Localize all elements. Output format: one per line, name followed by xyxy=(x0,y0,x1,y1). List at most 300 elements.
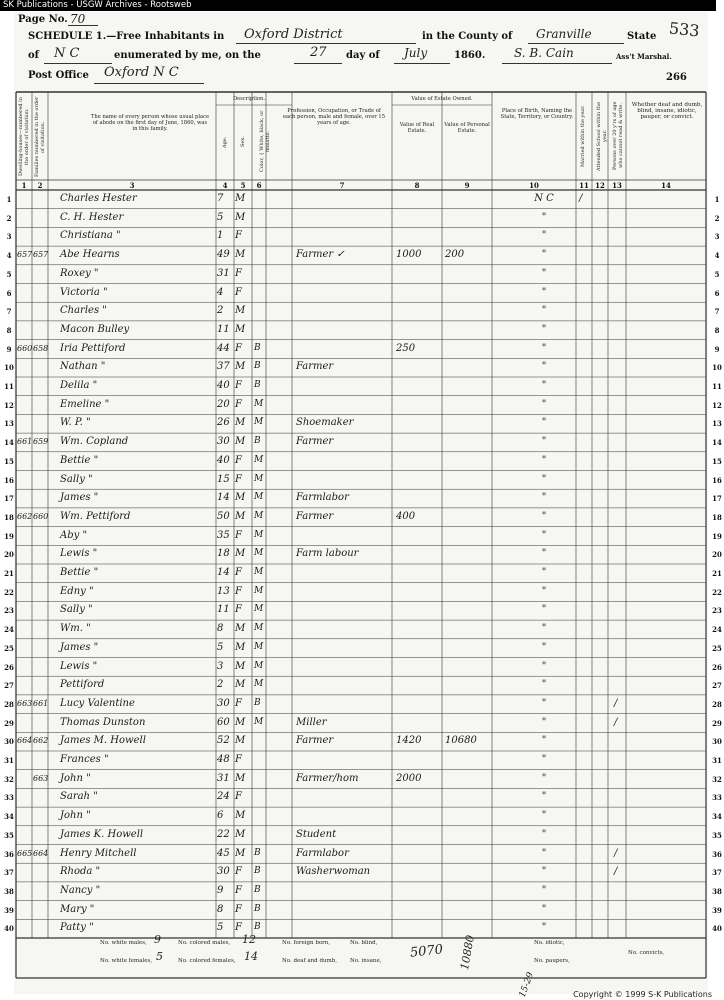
row-number-left: 11 xyxy=(4,382,14,391)
row-number-right: 36 xyxy=(712,849,722,859)
column-number: 10 xyxy=(529,181,539,190)
page-number: 70 xyxy=(70,12,86,26)
row-number-left: 23 xyxy=(4,606,14,616)
person-name: Wm. Copland xyxy=(60,436,129,448)
person-occupation: Washerwoman xyxy=(296,866,371,878)
row-number-right: 4 xyxy=(714,251,720,261)
person-name: Lewis " xyxy=(60,548,98,560)
county-label: in the County of xyxy=(422,31,513,42)
birthplace: " xyxy=(541,716,547,728)
person-occupation: Student xyxy=(296,828,337,840)
person-age: 15 xyxy=(217,473,230,485)
person-name: John " xyxy=(60,810,91,822)
column-number: 7 xyxy=(339,181,345,190)
person-name: James M. Howell xyxy=(60,735,146,747)
birthplace: " xyxy=(541,585,547,597)
real-estate-value: 1420 xyxy=(396,735,422,747)
row-number-left: 33 xyxy=(4,793,14,803)
birthplace: " xyxy=(541,286,547,298)
dwelling-number: 664 xyxy=(17,736,33,746)
person-name: Wm. Pettiford xyxy=(60,510,131,522)
row-number-left: 27 xyxy=(4,681,14,691)
birthplace: " xyxy=(541,697,547,709)
birthplace: " xyxy=(541,623,547,635)
column-number: 4 xyxy=(222,181,228,190)
white-females-label: No. white females, xyxy=(100,958,153,964)
row-number-right: 32 xyxy=(712,774,722,784)
row-number-right: 31 xyxy=(712,756,722,765)
person-sex: M xyxy=(235,436,246,448)
person-age: 14 xyxy=(217,492,230,504)
person-sex: F xyxy=(235,884,242,896)
white-males-value: 9 xyxy=(154,933,161,946)
person-name: Pettiford xyxy=(60,679,105,691)
person-color: M xyxy=(254,398,264,409)
person-age: 20 xyxy=(217,398,230,410)
family-number: 661 xyxy=(33,698,49,708)
row-number-left: 24 xyxy=(4,625,14,635)
person-sex: F xyxy=(235,267,242,279)
person-sex: M xyxy=(235,211,246,223)
person-occupation: Farmer xyxy=(296,510,334,522)
person-name: Bettie " xyxy=(60,454,99,466)
marshal-value: S. B. Cain xyxy=(514,46,574,60)
state-value: N C xyxy=(54,46,80,61)
birthplace: " xyxy=(541,323,547,335)
person-occupation: Shoemaker xyxy=(296,417,354,429)
state-label: State xyxy=(627,31,657,42)
person-occupation: Farmlabor xyxy=(296,847,349,859)
person-sex: M xyxy=(235,735,246,747)
row-number-left: 18 xyxy=(4,512,14,522)
column-number: 2 xyxy=(37,181,43,190)
row-number-left: 2 xyxy=(6,213,12,223)
row-number-left: 29 xyxy=(4,718,14,728)
person-age: 30 xyxy=(217,697,230,709)
birthplace: " xyxy=(541,772,547,784)
person-name: Aby " xyxy=(60,529,88,541)
birthplace: " xyxy=(541,548,547,560)
family-number: 660 xyxy=(33,511,49,521)
person-name: Henry Mitchell xyxy=(60,847,137,859)
sheet-number: 266 xyxy=(666,72,687,83)
birthplace: " xyxy=(541,305,547,317)
marshal-label: Ass't Marshal. xyxy=(616,52,672,61)
row-number-left: 6 xyxy=(6,288,12,298)
person-age: 13 xyxy=(217,585,230,597)
row-number-right: 20 xyxy=(712,550,722,560)
col-description-header: Description. xyxy=(232,96,266,102)
birthplace: " xyxy=(541,866,547,878)
birthplace: N C xyxy=(534,193,554,204)
row-number-right: 16 xyxy=(712,475,722,485)
bottom-note: 15-29 xyxy=(517,971,537,999)
person-color: M xyxy=(254,641,264,652)
row-number-right: 10 xyxy=(712,363,722,373)
person-color: B xyxy=(254,342,261,353)
row-number-right: 6 xyxy=(714,288,720,298)
person-age: 1 xyxy=(217,230,224,242)
birthplace: " xyxy=(541,735,547,747)
col-personal-estate-header: Value of Personal Estate. xyxy=(444,122,490,134)
person-sex: M xyxy=(235,641,246,653)
row-number-left: 26 xyxy=(4,662,14,672)
person-color: M xyxy=(254,454,264,465)
of-label: of xyxy=(28,50,39,61)
idiotic-label: No. idiotic, xyxy=(534,940,565,946)
person-sex: M xyxy=(235,548,246,560)
family-number: 657 xyxy=(33,250,49,260)
row-number-right: 39 xyxy=(712,905,722,915)
row-number-left: 34 xyxy=(4,812,14,822)
person-color: M xyxy=(254,716,264,727)
page-stamp: 533 xyxy=(668,18,701,41)
row-number-left: 22 xyxy=(4,587,14,597)
person-color: M xyxy=(254,585,264,596)
birthplace: " xyxy=(541,828,547,840)
person-name: Victoria " xyxy=(60,286,108,298)
person-age: 50 xyxy=(217,510,230,522)
col-family-header: Families numbered in the order of visitation. xyxy=(34,96,46,178)
birthplace: " xyxy=(541,660,547,672)
person-name: Charles " xyxy=(60,305,107,317)
row-number-right: 21 xyxy=(712,569,722,578)
person-color: B xyxy=(254,436,261,447)
person-age: 3 xyxy=(217,660,224,672)
person-age: 48 xyxy=(217,754,230,765)
foreign-born-label: No. foreign born, xyxy=(282,940,331,946)
birthplace: " xyxy=(541,641,547,653)
person-age: 11 xyxy=(217,604,230,616)
column-number: 3 xyxy=(129,181,135,190)
dwelling-number: 663 xyxy=(17,698,33,708)
person-age: 5 xyxy=(217,922,224,934)
col-deaf-header: Whether deaf and dumb, blind, insane, idiotic, pauper, or convict. xyxy=(631,102,703,120)
dwelling-number: 661 xyxy=(17,437,33,447)
birthplace: " xyxy=(541,454,547,466)
person-color: M xyxy=(254,660,264,671)
person-sex: M xyxy=(235,510,246,522)
person-age: 2 xyxy=(217,679,224,691)
row-number-left: 38 xyxy=(4,886,14,896)
person-age: 35 xyxy=(217,529,230,541)
person-sex: M xyxy=(235,305,246,317)
person-color: B xyxy=(254,697,261,708)
row-number-right: 11 xyxy=(712,382,722,391)
person-sex: F xyxy=(235,754,242,765)
person-sex: F xyxy=(235,529,242,541)
birthplace: " xyxy=(541,791,547,803)
row-number-right: 2 xyxy=(714,213,720,223)
person-occupation: Miller xyxy=(296,716,327,728)
person-age: 14 xyxy=(217,567,230,578)
white-females-value: 5 xyxy=(156,950,163,963)
birthplace: " xyxy=(541,567,547,578)
real-estate-value: 2000 xyxy=(396,772,422,784)
illiterate-mark: / xyxy=(614,866,618,878)
row-number-right: 37 xyxy=(712,868,722,878)
col-sex-header: Sex. xyxy=(240,136,246,148)
person-sex: M xyxy=(235,323,246,335)
row-number-right: 14 xyxy=(712,438,722,448)
person-sex: F xyxy=(235,697,242,709)
row-number-left: 20 xyxy=(4,550,14,560)
person-name: Macon Bulley xyxy=(60,323,130,335)
person-sex: F xyxy=(235,791,242,803)
row-number-left: 13 xyxy=(4,419,14,429)
person-sex: F xyxy=(235,230,242,242)
person-color: M xyxy=(254,567,264,577)
person-sex: M xyxy=(235,716,246,728)
illiterate-mark: / xyxy=(614,697,618,709)
column-number: 12 xyxy=(595,181,605,190)
row-number-right: 23 xyxy=(712,606,722,616)
day-value: 27 xyxy=(310,45,327,60)
person-age: 18 xyxy=(217,548,230,560)
column-number: 6 xyxy=(256,181,262,190)
person-sex: M xyxy=(235,679,246,691)
person-color: B xyxy=(254,866,261,877)
person-name: John " xyxy=(60,772,91,784)
birthplace: " xyxy=(541,380,547,391)
person-age: 31 xyxy=(217,267,230,279)
month-value: July xyxy=(404,46,428,60)
colored-males-value: 12 xyxy=(242,933,256,946)
person-sex: F xyxy=(235,866,242,878)
person-age: 5 xyxy=(217,211,224,223)
birthplace: " xyxy=(541,267,547,279)
person-sex: F xyxy=(235,398,242,410)
real-estate-total: 5070 xyxy=(409,942,444,961)
person-name: Edny " xyxy=(60,585,94,597)
row-number-left: 14 xyxy=(4,438,14,448)
birthplace: " xyxy=(541,754,547,765)
birthplace: " xyxy=(541,436,547,448)
birthplace: " xyxy=(541,417,547,429)
married-mark: / xyxy=(579,193,583,204)
person-name: Charles Hester xyxy=(60,193,137,204)
column-number: 1 xyxy=(21,181,27,190)
person-color: B xyxy=(254,380,261,390)
person-color: M xyxy=(254,492,264,503)
row-number-left: 7 xyxy=(6,307,12,317)
person-name: James " xyxy=(60,641,99,653)
person-name: Lewis " xyxy=(60,660,98,672)
schedule-title: SCHEDULE 1.—Free Inhabitants in xyxy=(28,31,225,42)
col-dwelling-header: Dwelling-houses—numbered in the order of visitation. xyxy=(18,97,30,177)
person-age: 24 xyxy=(217,791,230,803)
person-color: M xyxy=(254,529,264,540)
birthplace: " xyxy=(541,211,547,223)
birthplace: " xyxy=(541,342,547,354)
col-married-header: Married within the year. xyxy=(580,105,586,167)
post-office-value: Oxford N C xyxy=(104,65,179,80)
person-sex: M xyxy=(235,772,246,784)
person-name: Emeline " xyxy=(60,398,110,410)
dwelling-number: 665 xyxy=(17,848,33,858)
person-occupation: Farmer xyxy=(296,361,334,373)
person-age: 26 xyxy=(217,417,230,429)
person-age: 52 xyxy=(217,735,230,747)
family-number: 659 xyxy=(33,437,49,447)
dwelling-number: 657 xyxy=(17,250,33,260)
paupers-label: No. paupers, xyxy=(534,958,570,964)
row-number-right: 34 xyxy=(712,812,722,822)
row-number-right: 38 xyxy=(712,886,722,896)
row-number-left: 5 xyxy=(6,269,12,279)
row-number-left: 17 xyxy=(4,494,14,504)
page-label: Page No. xyxy=(18,14,68,25)
person-sex: F xyxy=(235,380,242,391)
blind-label: No. blind, xyxy=(350,940,378,946)
row-number-left: 12 xyxy=(4,400,14,410)
person-sex: F xyxy=(235,473,242,485)
birthplace: " xyxy=(541,398,547,410)
person-name: Sally " xyxy=(60,604,93,616)
row-number-right: 29 xyxy=(712,718,722,728)
birthplace: " xyxy=(541,492,547,504)
row-number-right: 28 xyxy=(712,699,722,709)
person-age: 11 xyxy=(217,323,230,335)
person-age: 37 xyxy=(217,361,230,373)
person-age: 7 xyxy=(217,193,224,204)
birthplace: " xyxy=(541,510,547,522)
row-number-left: 21 xyxy=(4,569,14,578)
person-name: Abe Hearns xyxy=(60,249,120,261)
birthplace: " xyxy=(541,903,547,915)
person-sex: F xyxy=(235,286,242,298)
row-number-right: 35 xyxy=(712,830,722,840)
district-value: Oxford District xyxy=(244,27,343,42)
person-color: B xyxy=(254,903,261,914)
person-sex: M xyxy=(235,828,246,840)
personal-estate-value: 10680 xyxy=(445,735,477,747)
family-number: 662 xyxy=(33,736,49,746)
birthplace: " xyxy=(541,679,547,691)
row-number-left: 19 xyxy=(4,531,14,541)
birthplace: " xyxy=(541,529,547,541)
colored-females-value: 14 xyxy=(244,950,258,963)
day-of-label: day of xyxy=(346,50,380,61)
person-age: 4 xyxy=(217,286,224,298)
person-age: 8 xyxy=(217,623,224,635)
family-number: 658 xyxy=(33,343,49,353)
person-name: Sarah " xyxy=(60,791,98,803)
person-sex: M xyxy=(235,810,246,822)
person-name: Frances " xyxy=(60,754,109,765)
source-banner: SK Publications - USGW Archives - Rootsweb xyxy=(0,0,716,11)
row-number-right: 7 xyxy=(714,307,720,317)
row-number-right: 25 xyxy=(712,643,722,653)
person-sex: F xyxy=(235,922,242,934)
county-value: Granville xyxy=(536,27,592,41)
person-occupation: Farmer/hom xyxy=(296,772,359,784)
row-number-right: 3 xyxy=(714,232,720,242)
col-illiterate-header: Persons over 20 y'rs of age who cannot read & write. xyxy=(612,101,624,171)
person-occupation: Farmer ✓ xyxy=(296,249,345,261)
person-name: James K. Howell xyxy=(60,828,144,840)
col-color-header: Color, { White, black, or mulatto. xyxy=(259,110,271,172)
row-number-left: 30 xyxy=(4,737,14,747)
person-age: 9 xyxy=(217,884,224,896)
row-number-left: 28 xyxy=(4,699,14,709)
person-sex: F xyxy=(235,454,242,466)
row-number-right: 9 xyxy=(714,344,720,354)
birthplace: " xyxy=(541,361,547,373)
person-color: M xyxy=(254,417,264,428)
deaf-dumb-label: No. deaf and dumb, xyxy=(282,958,337,964)
row-number-right: 27 xyxy=(712,681,722,691)
person-sex: M xyxy=(235,847,246,859)
person-age: 40 xyxy=(217,380,230,391)
colored-females-label: No. colored females, xyxy=(178,958,236,964)
row-number-right: 40 xyxy=(712,924,722,934)
convicts-label: No. convicts, xyxy=(628,950,665,956)
person-age: 49 xyxy=(217,249,230,261)
person-color: B xyxy=(254,922,261,933)
person-age: 30 xyxy=(217,436,230,448)
person-name: Iria Pettiford xyxy=(60,342,126,354)
person-age: 8 xyxy=(217,903,224,915)
real-estate-value: 400 xyxy=(396,510,416,522)
row-number-right: 5 xyxy=(714,269,720,279)
row-number-left: 8 xyxy=(6,325,12,335)
row-number-right: 15 xyxy=(712,456,722,466)
row-number-right: 30 xyxy=(712,737,722,747)
person-color: M xyxy=(254,548,264,559)
row-number-left: 3 xyxy=(6,232,12,242)
person-color: M xyxy=(254,679,264,690)
row-number-left: 31 xyxy=(4,756,14,765)
person-sex: F xyxy=(235,342,242,354)
family-number: 664 xyxy=(33,848,49,858)
birthplace: " xyxy=(541,884,547,896)
row-number-left: 35 xyxy=(4,830,14,840)
row-number-left: 15 xyxy=(4,456,14,466)
col-birthplace-header: Place of Birth, Naming the State, Territory, or Country. xyxy=(500,108,574,120)
row-number-left: 32 xyxy=(4,774,14,784)
row-number-left: 10 xyxy=(4,363,14,373)
person-age: 45 xyxy=(217,847,230,859)
row-number-left: 39 xyxy=(4,905,14,915)
birthplace: " xyxy=(541,847,547,859)
person-name: Nancy " xyxy=(60,884,101,896)
column-number: 13 xyxy=(612,181,622,190)
col-profession-header: Profession, Occupation, or Trade of each person, male and female, over 15 years of age. xyxy=(282,108,386,126)
person-name: Thomas Dunston xyxy=(60,716,146,728)
illiterate-mark: / xyxy=(614,847,618,859)
column-number: 8 xyxy=(414,181,420,190)
row-number-left: 9 xyxy=(6,344,12,354)
person-name: Mary " xyxy=(60,903,95,915)
row-number-left: 16 xyxy=(4,475,14,485)
person-name: Bettie " xyxy=(60,567,99,578)
person-occupation: Farmlabor xyxy=(296,492,349,504)
col-estate-header: Value of Estate Owned. xyxy=(411,96,473,102)
family-number: 663 xyxy=(33,773,49,783)
person-occupation: Farmer xyxy=(296,735,334,747)
person-occupation: Farm labour xyxy=(296,548,359,560)
col-name-header: The name of every person whose usual place of abode on the first day of June, 1860, was in this family. xyxy=(90,114,210,132)
person-sex: F xyxy=(235,567,242,578)
person-sex: M xyxy=(235,623,246,635)
birthplace: " xyxy=(541,922,547,934)
row-number-right: 33 xyxy=(712,793,722,803)
birthplace: " xyxy=(541,249,547,261)
person-color: M xyxy=(254,604,264,615)
post-office-label: Post Office xyxy=(28,70,89,81)
person-name: Wm. " xyxy=(60,623,91,635)
